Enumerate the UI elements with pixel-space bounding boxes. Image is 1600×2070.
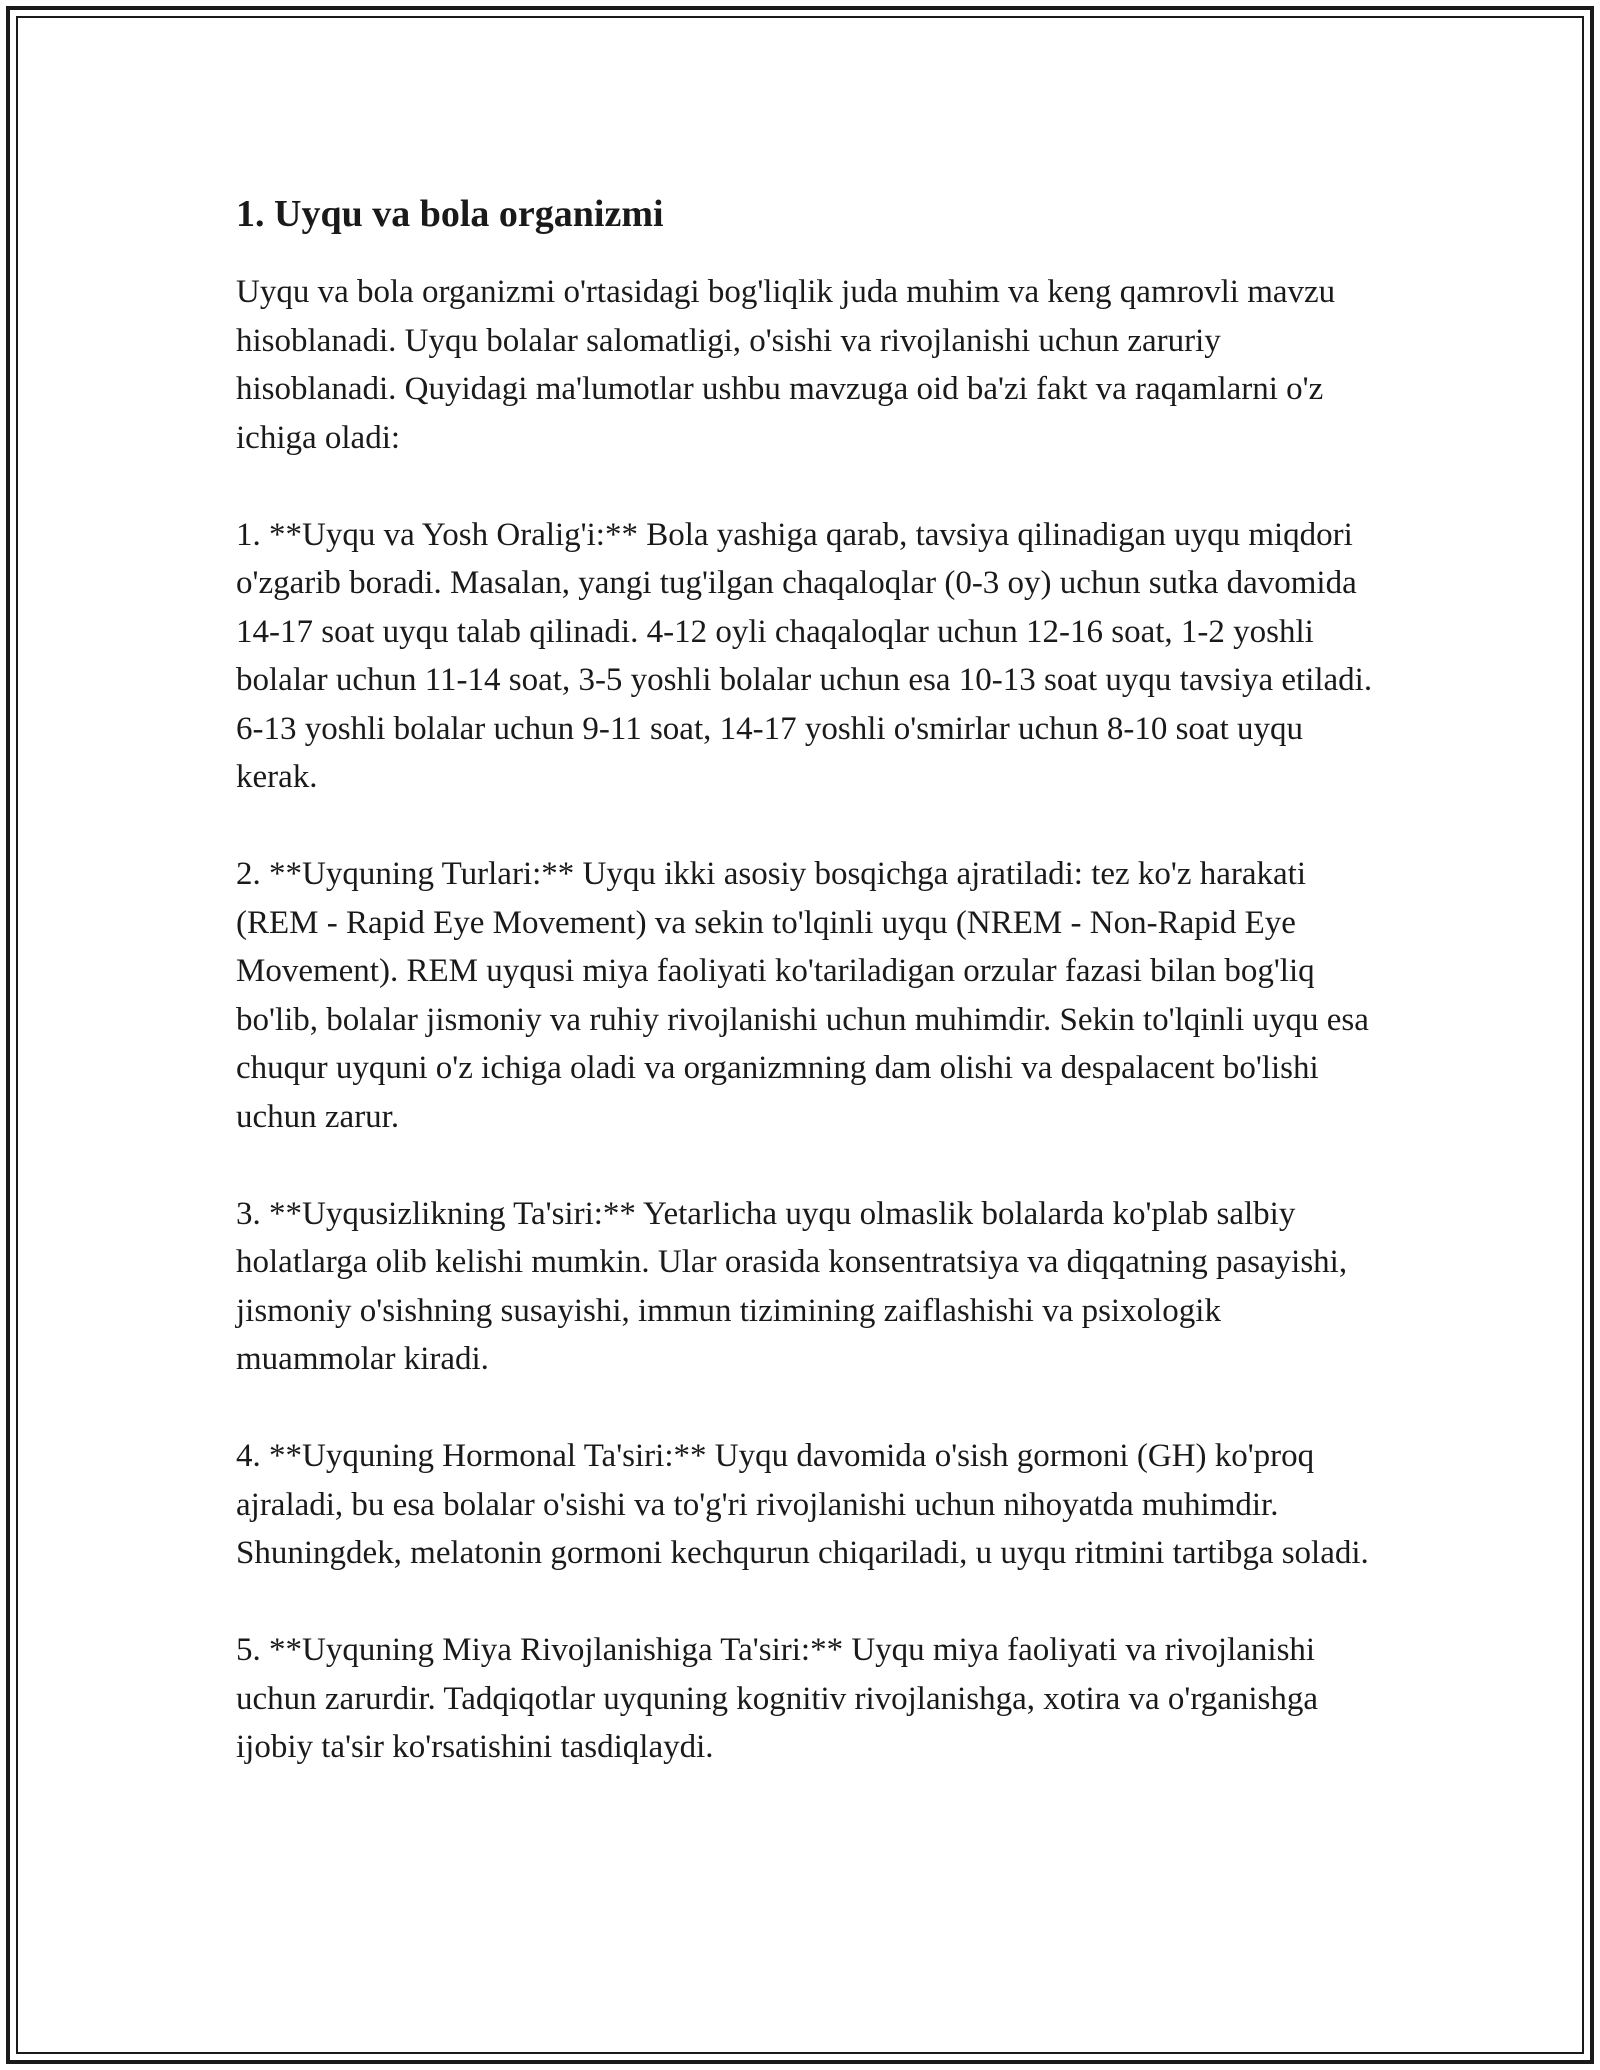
paragraph-sleep-deprivation: 3. **Uyqusizlikning Ta'siri:** Yetarlicha uyqu olmaslik bolalarda ko'plab salbiy holatlarga olib kelishi mumkin. Ular orasida konsentratsiya va diqqatning pasayishi, jismoniy o'sishning susayishi, immun tizimining zaiflashishi va psixologik muammolar kiradi. — [236, 1195, 1348, 1377]
paragraph-brain-development: 5. **Uyquning Miya Rivojlanishiga Ta'siri:** Uyqu miya faoliyati va rivojlanishi uchun zarurdir. Tadqiqotlar uyquning kognitiv rivojlanishga, xotira va o'rganishga ijobiy ta'sir ko'rsatishini tasdiqlaydi. — [236, 1632, 1319, 1765]
paragraph-hormonal-effect: 4. **Uyquning Hormonal Ta'siri:** Uyqu davomida o'sish gormoni (GH) ko'proq ajraladi, bu esa bolalar o'sishi va to'g'ri rivojlanishi uchun nihoyatda muhimdir. Shuningdek, melatonin gormoni kechqurun chiqariladi, u uyqu ritmini tartibga soladi. — [236, 1438, 1369, 1571]
document-body — [236, 182, 1384, 1820]
paragraph-sleep-types: 2. **Uyquning Turlari:** Uyqu ikki asosiy bosqichga ajratiladi: tez ko'z harakati (REM - Rapid Eye Movement) va sekin to'lqinli uyqu (NREM - Non-Rapid Eye Movement). REM uyqusi miya faoliyati ko'tariladigan orzular fazasi bilan bog'liq bo'lib, bolalar jismoniy va ruhiy rivojlanishi uchun muhimdir. Sekin to'lqinli uyqu esa chuqur uyquni o'z ichiga oladi va organizmning dam olishi va despalacent bo'lishi uchun zarur. — [236, 856, 1369, 1135]
intro-paragraph: Uyqu va bola organizmi o'rtasidagi bog'liqlik juda muhim va keng qamrovli mavzu hisoblanadi. Uyqu bolalar salomatligi, o'sishi va rivojlanishi uchun zaruriy hisoblanadi. Quyidagi ma'lumotlar ushbu mavzuga oid ba'zi fakt va raqamlarni o'z ichiga oladi: — [236, 274, 1336, 456]
paragraph-sleep-age-range: 1. **Uyqu va Yosh Oralig'i:** Bola yashiga qarab, tavsiya qilinadigan uyqu miqdori o'zgarib boradi. Masalan, yangi tug'ilgan chaqaloqlar (0-3 oy) uchun sutka davomida 14-17 soat uyqu talab qilinadi. 4-12 oyli chaqaloqlar uchun 12-16 soat, 1-2 yoshli bolalar uchun 11-14 soat, 3-5 yoshli bolalar uchun esa 10-13 soat uyqu tavsiya etiladi. 6-13 yoshli bolalar uchun 9-11 soat, 14-17 yoshli o'smirlar uchun 8-10 soat uyqu kerak. — [236, 516, 1373, 795]
document-title: 1. Uyqu va bola organizmi — [236, 193, 664, 235]
